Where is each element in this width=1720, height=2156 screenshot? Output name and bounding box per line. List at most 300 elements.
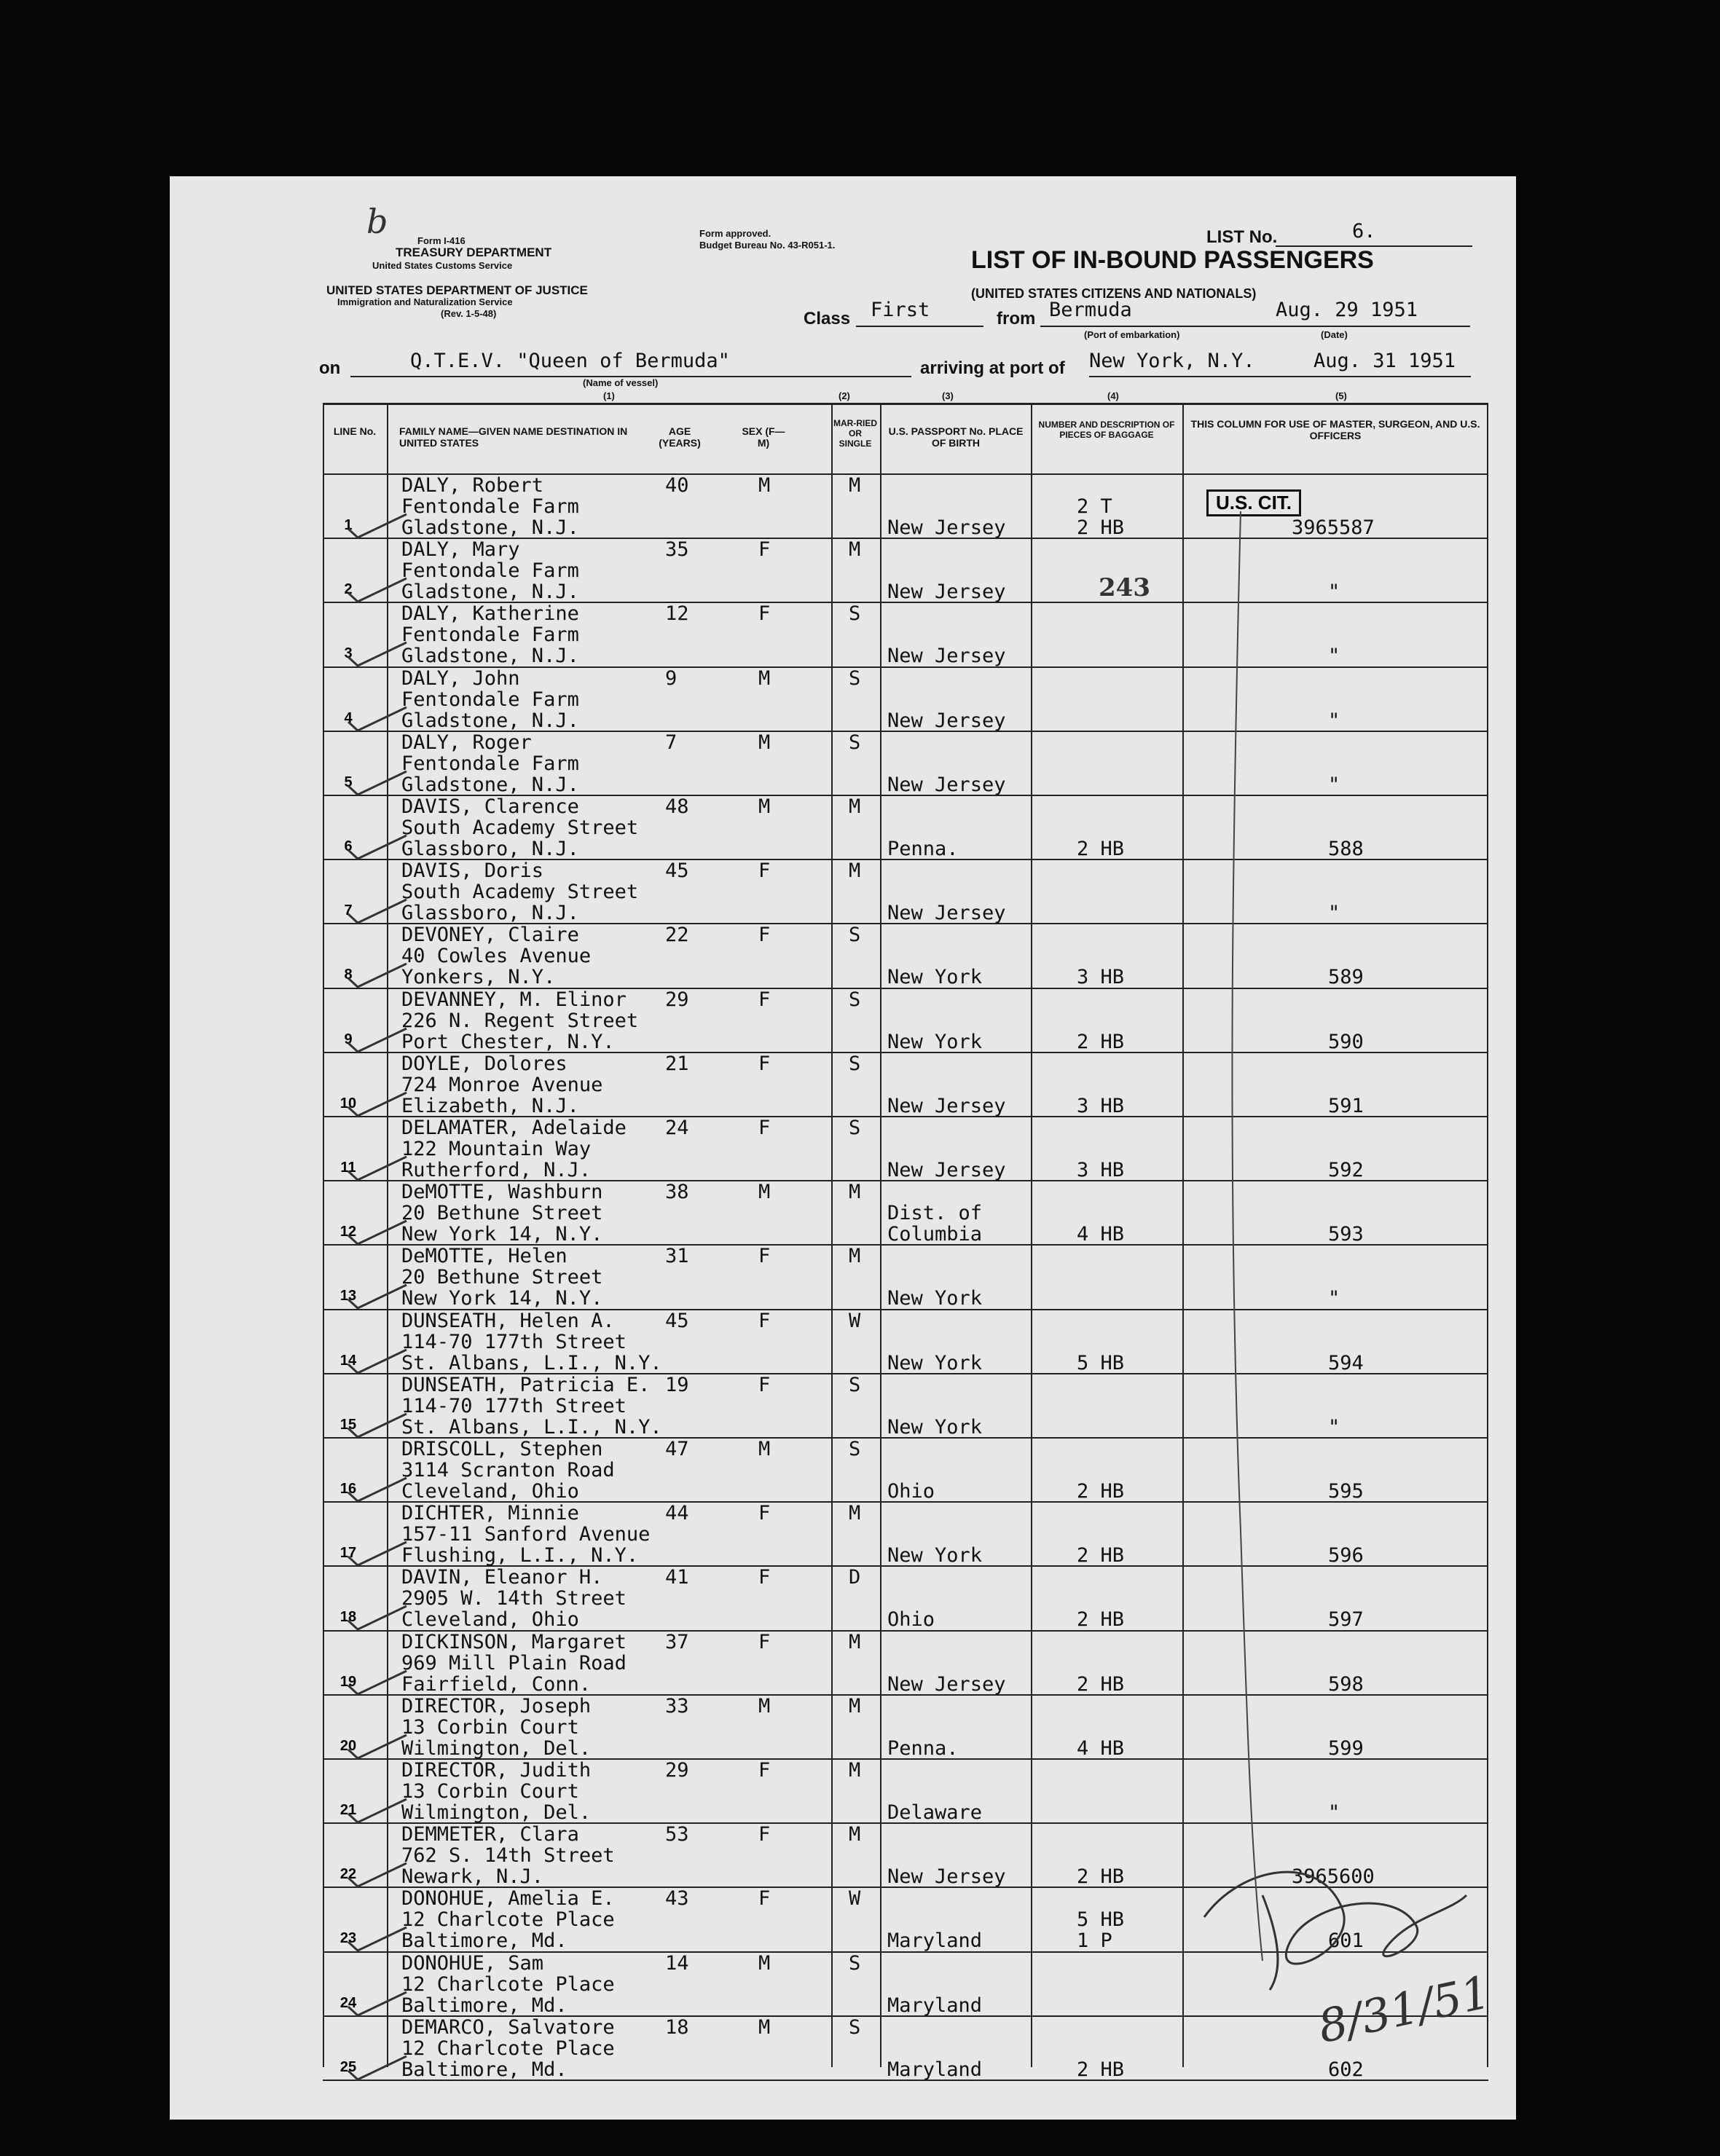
sex: M: [758, 666, 771, 690]
age: 21: [665, 1052, 689, 1075]
sex: M: [758, 1181, 771, 1204]
baggage-2: 2 HB: [1077, 516, 1125, 539]
officer-note: 597: [1328, 1608, 1364, 1632]
check-mark-icon: [345, 1669, 410, 1699]
age: 44: [665, 1502, 689, 1525]
signature-date: 8/31/51: [1313, 1964, 1495, 2054]
check-mark-icon: [345, 770, 410, 799]
officer-note: 593: [1328, 1223, 1364, 1246]
place-of-birth: New York: [887, 1287, 983, 1310]
line-number: 3: [344, 645, 353, 662]
baggage-2: 4 HB: [1077, 1736, 1125, 1760]
arriving-label: arriving at port of: [920, 358, 1065, 378]
baggage-2: 2 HB: [1077, 2058, 1125, 2081]
sex: F: [758, 859, 771, 883]
check-mark-icon: [345, 1541, 410, 1570]
address-street: 13 Corbin Court: [401, 1715, 579, 1739]
col-name: FAMILY NAME—GIVEN NAME DESTINATION IN UNITED STATES: [399, 425, 628, 449]
sex: F: [758, 538, 771, 562]
line-number: 14: [339, 1352, 357, 1369]
table-row: [323, 1053, 1488, 1117]
margin-mark: [1212, 511, 1270, 1961]
baggage-2: 2 HB: [1077, 838, 1125, 860]
age: 47: [665, 1438, 689, 1460]
place-of-birth: New Jersey: [887, 1865, 1006, 1889]
budget-bureau: Budget Bureau No. 43-R051-1.: [699, 240, 836, 251]
place-of-birth: Dist. of: [887, 1202, 983, 1225]
officer-note: ": [1328, 709, 1340, 732]
officer-note: 589: [1328, 966, 1364, 989]
place-of-birth: Maryland: [887, 1929, 983, 1953]
address-street: 12 Charlcote Place: [401, 1908, 615, 1932]
address-street: 724 Monroe Avenue: [401, 1073, 603, 1096]
line-number: 7: [344, 902, 353, 919]
age: 48: [665, 795, 689, 818]
line-number: 18: [339, 1609, 357, 1626]
place-of-birth: Ohio: [887, 1608, 935, 1632]
officer-note: ": [1328, 902, 1340, 925]
address-city: Glassboro, N.J.: [401, 838, 579, 860]
marital-status: S: [849, 1373, 861, 1396]
sex: F: [758, 924, 771, 947]
address-street: 2905 W. 14th Street: [401, 1587, 627, 1610]
sex: F: [758, 988, 771, 1011]
marital-status: D: [849, 1566, 861, 1589]
address-city: Elizabeth, N.J.: [401, 1094, 579, 1117]
table-row: [323, 1181, 1488, 1246]
place-of-birth: New Jersey: [887, 645, 1006, 668]
marital-status: S: [849, 1052, 861, 1075]
place-of-birth: New Jersey: [887, 773, 1006, 796]
sex: F: [758, 1823, 771, 1846]
address-city: Cleveland, Ohio: [401, 1480, 579, 1503]
on-label: on: [319, 358, 341, 378]
place-of-birth: New Jersey: [887, 1159, 1006, 1181]
address-city: Wilmington, Del.: [401, 1801, 592, 1824]
address-city: Gladstone, N.J.: [401, 645, 579, 668]
officer-note: 594: [1328, 1351, 1364, 1374]
line-number: 1: [344, 517, 353, 533]
passenger-name: DAVIN, Eleanor H.: [401, 1566, 603, 1589]
col-num-5: (5): [1335, 390, 1347, 401]
age: 14: [665, 1951, 689, 1975]
age: 9: [665, 666, 678, 690]
age: 22: [665, 924, 689, 947]
marital-status: S: [849, 1117, 861, 1139]
age: 37: [665, 1630, 689, 1653]
check-mark-icon: [345, 1348, 410, 1377]
place-of-birth: New Jersey: [887, 902, 1006, 925]
address-city: New York 14, N.Y.: [401, 1287, 603, 1310]
address-city: Fairfield, Conn.: [401, 1672, 592, 1696]
baggage-2: 2 HB: [1077, 1865, 1125, 1889]
check-mark-icon: [345, 1027, 410, 1056]
table-row: [323, 924, 1488, 988]
baggage-2: 2 HB: [1077, 1030, 1125, 1053]
baggage-2: 4 HB: [1077, 1223, 1125, 1246]
col-sex: SEX (F—M): [742, 425, 785, 449]
address-street: Fentondale Farm: [401, 559, 579, 583]
address-city: New York 14, N.Y.: [401, 1223, 603, 1246]
line-number: 20: [339, 1737, 357, 1754]
marital-status: W: [849, 1887, 861, 1911]
page-subtitle: (UNITED STATES CITIZENS AND NATIONALS): [971, 286, 1257, 301]
passenger-name: DONOHUE, Sam: [401, 1951, 544, 1975]
passenger-name: DUNSEATH, Patricia E.: [401, 1373, 651, 1396]
officer-note: 601: [1328, 1929, 1364, 1953]
marital-status: S: [849, 731, 861, 754]
table-row: [323, 1246, 1488, 1310]
marital-status: S: [849, 1438, 861, 1460]
col-num-2: (2): [839, 390, 850, 401]
place-of-birth: New Jersey: [887, 516, 1006, 539]
address-street: 157-11 Sanford Avenue: [401, 1523, 651, 1546]
place-of-birth: New Jersey: [887, 581, 1006, 604]
check-mark-icon: [345, 1734, 410, 1763]
address-street: Fentondale Farm: [401, 688, 579, 711]
address-city: Gladstone, N.J.: [401, 581, 579, 604]
place-of-birth-2: Columbia: [887, 1223, 983, 1246]
address-street: 12 Charlcote Place: [401, 1972, 615, 1996]
officer-note: 599: [1328, 1736, 1364, 1760]
marital-status: S: [849, 2015, 861, 2039]
passenger-name: DeMOTTE, Washburn: [401, 1181, 603, 1204]
place-of-birth: New Jersey: [887, 1672, 1006, 1696]
check-mark-icon: [345, 1605, 410, 1634]
place-of-birth: New Jersey: [887, 1094, 1006, 1117]
officer-note: 591: [1328, 1094, 1364, 1117]
marital-status: M: [849, 474, 861, 497]
officer-note: ": [1328, 1801, 1340, 1824]
passenger-name: DEVANNEY, M. Elinor: [401, 988, 627, 1011]
check-mark-icon: [345, 1283, 410, 1313]
col-age: AGE (YEARS): [659, 425, 701, 449]
age: 19: [665, 1373, 689, 1396]
passenger-name: DAVIS, Clarence: [401, 795, 579, 818]
baggage-2: 2 HB: [1077, 1672, 1125, 1696]
customs-service: United States Customs Service: [372, 260, 513, 271]
place-of-birth: Ohio: [887, 1480, 935, 1503]
table-row: [323, 1696, 1488, 1760]
address-city: Newark, N.J.: [401, 1865, 544, 1889]
address-street: 969 Mill Plain Road: [401, 1651, 627, 1675]
check-mark-icon: [345, 1412, 410, 1441]
passenger-name: DRISCOLL, Stephen: [401, 1438, 603, 1460]
age: 12: [665, 602, 689, 626]
address-city: Gladstone, N.J.: [401, 773, 579, 796]
col-num-4: (4): [1107, 390, 1119, 401]
check-mark-icon: [345, 898, 410, 927]
officer-note: 596: [1328, 1544, 1364, 1567]
list-no-value: 6.: [1352, 220, 1376, 243]
justice-dept: UNITED STATES DEPARTMENT OF JUSTICE: [326, 283, 588, 297]
passenger-name: DONOHUE, Amelia E.: [401, 1887, 615, 1911]
class-value: First: [871, 299, 930, 321]
check-mark-icon: [345, 834, 410, 863]
sex: F: [758, 1245, 771, 1268]
sex: F: [758, 1630, 771, 1653]
check-mark-icon: [345, 706, 410, 735]
immigration-service: Immigration and Naturalization Service: [337, 296, 513, 307]
marital-status: S: [849, 602, 861, 626]
address-city: Baltimore, Md.: [401, 2058, 568, 2081]
check-mark-icon: [345, 513, 410, 542]
age: 40: [665, 474, 689, 497]
address-street: Fentondale Farm: [401, 495, 579, 518]
marital-status: M: [849, 1502, 861, 1525]
address-city: Baltimore, Md.: [401, 1994, 568, 2017]
check-mark-icon: [345, 1155, 410, 1184]
baggage-2: 1 P: [1077, 1929, 1112, 1953]
officer-note: 590: [1328, 1030, 1364, 1053]
place-of-birth: New York: [887, 966, 983, 989]
line-number: 13: [339, 1288, 357, 1305]
table-row: [323, 1760, 1488, 1824]
marital-status: S: [849, 666, 861, 690]
age: 24: [665, 1117, 689, 1139]
passenger-name: DEMARCO, Salvatore: [401, 2015, 615, 2039]
address-city: Rutherford, N.J.: [401, 1159, 592, 1181]
age: 31: [665, 1245, 689, 1268]
sex: F: [758, 602, 771, 626]
address-street: 122 Mountain Way: [401, 1138, 592, 1160]
baggage-2: 3 HB: [1077, 1159, 1125, 1181]
passenger-name: DALY, Mary: [401, 538, 520, 562]
age: 41: [665, 1566, 689, 1589]
address-street: 3114 Scranton Road: [401, 1459, 615, 1482]
table-row: [323, 603, 1488, 667]
address-city: Cleveland, Ohio: [401, 1608, 579, 1632]
officer-note: 602: [1328, 2058, 1364, 2081]
table-row: [323, 1374, 1488, 1439]
place-of-birth: Maryland: [887, 2058, 983, 2081]
place-of-birth: Delaware: [887, 1801, 983, 1824]
sex: M: [758, 2015, 771, 2039]
arrival-port: New York, N.Y.: [1089, 350, 1255, 372]
form-approved: Form approved.: [699, 228, 771, 239]
officer-note: 3965600: [1292, 1865, 1375, 1889]
address-city: Wilmington, Del.: [401, 1736, 592, 1760]
age: 33: [665, 1694, 689, 1718]
passenger-name: DALY, Roger: [401, 731, 532, 754]
address-city: Glassboro, N.J.: [401, 902, 579, 925]
embarkation-port: Bermuda: [1049, 299, 1132, 321]
officer-note: ": [1328, 1415, 1340, 1439]
line-number: 2: [344, 581, 353, 598]
passenger-name: DALY, Robert: [401, 474, 544, 497]
col-num-3: (3): [942, 390, 954, 401]
passenger-name: DIRECTOR, Judith: [401, 1759, 592, 1782]
baggage-2: 3 HB: [1077, 966, 1125, 989]
marital-status: M: [849, 1759, 861, 1782]
sex: F: [758, 1887, 771, 1911]
address-city: Yonkers, N.Y.: [401, 966, 556, 989]
line-number: 23: [339, 1930, 357, 1947]
line-number: 12: [339, 1224, 357, 1240]
address-street: 114-70 177th Street: [401, 1330, 627, 1353]
passenger-name: DOYLE, Dolores: [401, 1052, 568, 1075]
treasury-dept: TREASURY DEPARTMENT: [396, 245, 552, 259]
table-row: [323, 475, 1488, 539]
age: 53: [665, 1823, 689, 1846]
check-mark-icon: [345, 577, 410, 606]
line-number: 6: [344, 838, 353, 854]
marital-status: M: [849, 1823, 861, 1846]
table-row: [323, 860, 1488, 924]
address-street: South Academy Street: [401, 817, 639, 839]
table-row: [323, 668, 1488, 732]
line-number: 16: [339, 1481, 357, 1497]
vessel-caption: (Name of vessel): [583, 377, 659, 388]
col-married: MAR-RIED OR SINGLE: [833, 418, 877, 449]
passenger-name: DELAMATER, Adelaide: [401, 1117, 627, 1139]
baggage-2: 3 HB: [1077, 1094, 1125, 1117]
passenger-table: [323, 403, 1488, 2081]
sex: M: [758, 795, 771, 818]
check-mark-icon: [345, 1091, 410, 1120]
sex: F: [758, 1566, 771, 1589]
baggage-2: 2 HB: [1077, 1544, 1125, 1567]
sex: F: [758, 1759, 771, 1782]
table-row: [323, 1503, 1488, 1567]
col-passport: U.S. PASSPORT No. PLACE OF BIRTH: [888, 425, 1024, 449]
date-caption: (Date): [1321, 329, 1348, 340]
line-number: 22: [339, 1866, 357, 1883]
check-mark-icon: [345, 1991, 410, 2020]
revision: (Rev. 1-5-48): [441, 308, 497, 319]
arrival-date: Aug. 31 1951: [1313, 350, 1456, 372]
table-row: [323, 1567, 1488, 1631]
table-row: [323, 796, 1488, 860]
age: 7: [665, 731, 678, 754]
address-street: South Academy Street: [401, 881, 639, 904]
place-of-birth: Penna.: [887, 1736, 959, 1760]
address-street: Fentondale Farm: [401, 752, 579, 775]
line-number: 10: [339, 1095, 357, 1112]
line-number: 8: [344, 967, 353, 983]
passenger-name: DALY, Katherine: [401, 602, 579, 626]
officer-note: 588: [1328, 838, 1364, 860]
marital-status: W: [849, 1309, 861, 1332]
table-row: [323, 732, 1488, 796]
address-city: St. Albans, L.I., N.Y.: [401, 1351, 662, 1374]
passenger-name: DEMMETER, Clara: [401, 1823, 579, 1846]
address-city: Port Chester, N.Y.: [401, 1030, 615, 1053]
officer-note: ": [1328, 581, 1340, 604]
address-street: 226 N. Regent Street: [401, 1009, 639, 1032]
table-row: [323, 989, 1488, 1053]
officer-note: 598: [1328, 1672, 1364, 1696]
age: 43: [665, 1887, 689, 1911]
passenger-name: DUNSEATH, Helen A.: [401, 1309, 615, 1332]
marital-status: S: [849, 1951, 861, 1975]
col-num-1: (1): [603, 390, 615, 401]
list-no-label: LIST No.: [1206, 227, 1278, 247]
check-mark-icon: [345, 2055, 410, 2084]
check-mark-icon: [345, 1862, 410, 1891]
address-street: 114-70 177th Street: [401, 1394, 627, 1417]
table-row: [323, 1117, 1488, 1181]
marital-status: S: [849, 988, 861, 1011]
line-number: 19: [339, 1673, 357, 1690]
baggage-2: 2 HB: [1077, 1480, 1125, 1503]
marital-status: M: [849, 1694, 861, 1718]
officer-note: ": [1328, 773, 1340, 796]
form-number: Form I-416: [417, 235, 466, 246]
line-number: 24: [339, 1994, 357, 2011]
sex: M: [758, 474, 771, 497]
officer-note: 595: [1328, 1480, 1364, 1503]
marital-status: M: [849, 795, 861, 818]
sex: M: [758, 1438, 771, 1460]
place-of-birth: New York: [887, 1544, 983, 1567]
check-mark-icon: [345, 1476, 410, 1506]
address-city: Gladstone, N.J.: [401, 709, 579, 732]
baggage-1: 2 T: [1077, 495, 1112, 518]
table-row: [323, 539, 1488, 603]
age: 45: [665, 1309, 689, 1332]
sex: F: [758, 1117, 771, 1139]
manifest-page: [170, 176, 1516, 2120]
line-number: 21: [339, 1802, 357, 1818]
corner-mark: b: [366, 202, 388, 241]
address-street: 40 Cowles Avenue: [401, 945, 592, 968]
line-number: 15: [339, 1416, 357, 1433]
address-street: Fentondale Farm: [401, 623, 579, 647]
embarkation-date: Aug. 29 1951: [1276, 299, 1418, 321]
address-street: 762 S. 14th Street: [401, 1844, 615, 1868]
officer-note: 592: [1328, 1159, 1364, 1181]
line-number: 4: [344, 709, 353, 726]
col-officers: THIS COLUMN FOR USE OF MASTER, SURGEON, AND U.S. OFFICERS: [1190, 418, 1480, 441]
passenger-name: DeMOTTE, Helen: [401, 1245, 568, 1268]
baggage-1: 5 HB: [1077, 1908, 1125, 1932]
sex: F: [758, 1052, 771, 1075]
age: 29: [665, 988, 689, 1011]
marital-status: S: [849, 924, 861, 947]
marital-status: M: [849, 538, 861, 562]
line-number: 17: [339, 1545, 357, 1562]
us-cit-stamp: U.S. CIT.: [1206, 489, 1301, 516]
sex: F: [758, 1309, 771, 1332]
check-mark-icon: [345, 1798, 410, 1827]
address-street: 12 Charlcote Place: [401, 2037, 615, 2060]
passenger-name: DEVONEY, Claire: [401, 924, 579, 947]
sex: F: [758, 1373, 771, 1396]
address-city: St. Albans, L.I., N.Y.: [401, 1415, 662, 1439]
age: 35: [665, 538, 689, 562]
sex: M: [758, 1951, 771, 1975]
address-street: 13 Corbin Court: [401, 1780, 579, 1803]
place-of-birth: New York: [887, 1351, 983, 1374]
table-row: [323, 1632, 1488, 1696]
officer-note: 3965587: [1292, 516, 1375, 539]
passenger-name: DICHTER, Minnie: [401, 1502, 579, 1525]
passenger-name: DALY, John: [401, 666, 520, 690]
address-city: Flushing, L.I., N.Y.: [401, 1544, 639, 1567]
address-city: Baltimore, Md.: [401, 1929, 568, 1953]
sex: M: [758, 731, 771, 754]
place-of-birth: New York: [887, 1030, 983, 1053]
line-number: 11: [340, 1160, 356, 1176]
marital-status: M: [849, 1181, 861, 1204]
baggage-2: 5 HB: [1077, 1351, 1125, 1374]
marital-status: M: [849, 1630, 861, 1653]
table-row: [323, 1310, 1488, 1374]
passenger-name: DIRECTOR, Joseph: [401, 1694, 592, 1718]
marital-status: M: [849, 859, 861, 883]
col-baggage: NUMBER AND DESCRIPTION OF PIECES OF BAGGAGE: [1038, 420, 1175, 440]
